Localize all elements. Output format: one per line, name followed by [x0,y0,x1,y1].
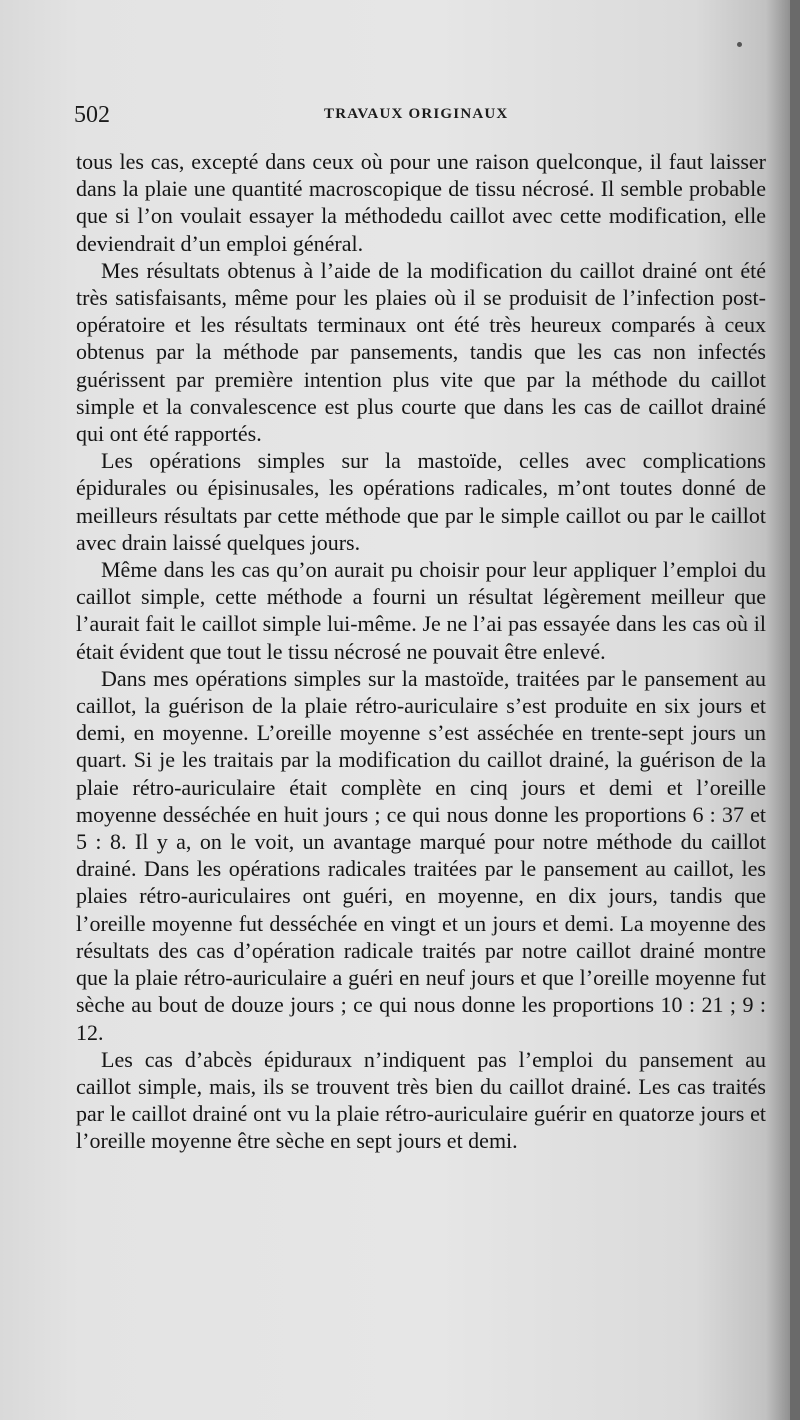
paragraph-operations: Les opérations simples sur la mastoïde, celles avec complications épidurales ou épisinusales, les opérations radicales, m’ont toutes donné de meilleurs résultats par cette méthode que par le simple caillot ou par le caillot avec drain laissé quelques jours. [76,448,766,555]
page-edge-shadow [766,0,790,1420]
paragraph-epidural-abscess: Les cas d’abcès épiduraux n’indiquent pas l’emploi du pansement au caillot simple, mais, ils se trouvent très bien du caillot drainé. Les cas traités par le caillot drainé ont vu la plaie rétro-auriculaire guérir en quatorze jours et l’oreille moyenne être sèche en sept jours et demi. [76,1046,766,1154]
paragraph-drained-clot-results: Mes résultats obtenus à l’aide de la modification du caillot drainé ont été très satisfaisants, même pour les plaies où il se produisit de l’infection post-opératoire et les résultats terminaux ont été très heureux comparés à ceux obtenus par la méthode par pansements, tandis que les cas non infectés guérissent par première intention plus vite que par la méthode du caillot simple et la convalescence est plus courte que dans les cas de caillot drainé qui ont été rapportés. [76,257,766,447]
page-number: 502 [74,102,110,128]
page-header [74,98,750,134]
paragraph-simple-clot-cases: Même dans les cas qu’on aurait pu choisir pour leur appliquer l’emploi du caillot simple, cette méthode a fourni un résultat légèrement meilleur que l’aurait fait le caillot simple lui-même. Je ne l’ai pas essayée dans les cas où il était évident que tout le tissu nécrosé ne pouvait être enlevé. [76,557,766,664]
paragraph-continuation: tous les cas, excepté dans ceux où pour une raison quelconque, il faut laisser dans la plaie une quantité macroscopique de tissu nécrosé. Il semble probable que si l’on voulait essayer la méthodedu caillot avec cette modification, elle deviendrait d’un emploi général. [76,149,766,256]
running-head: TRAVAUX ORIGINAUX [324,106,509,122]
ink-speck [737,42,742,47]
body-text [76,148,766,1155]
paragraph-healing-statistics: Dans mes opérations simples sur la mastoïde, traitées par le pansement au caillot, la guérison de la plaie rétro-auriculaire s’est produite en six jours et demi, en moyenne. L’oreille moyenne s’est asséchée en trente-sept jours un quart. Si je les traitais par la modification du caillot drainé, la guérison de la plaie rétro-auriculaire était complète en cinq jours et demi et l’oreille moyenne desséchée en huit jours ; ce qui nous donne les proportions 6 : 37 et 5 : 8. Il y a, on le voit, un avantage marqué pour notre méthode du caillot drainé. Dans les opérations radicales traitées par le pansement au caillot, les plaies rétro-auriculaires ont guéri, en moyenne, en dix jours, tandis que l’oreille moyenne fut desséchée en vingt et un jours et demi. La moyenne des résultats des cas d’opération radicale traités par notre caillot drainé montre que la plaie rétro-auriculaire a guéri en neuf jours et que l’oreille moyenne fut sèche au bout de douze jours ; ce qui nous donne les proportions 10 : 21 ; 9 : 12. [76,665,766,1045]
